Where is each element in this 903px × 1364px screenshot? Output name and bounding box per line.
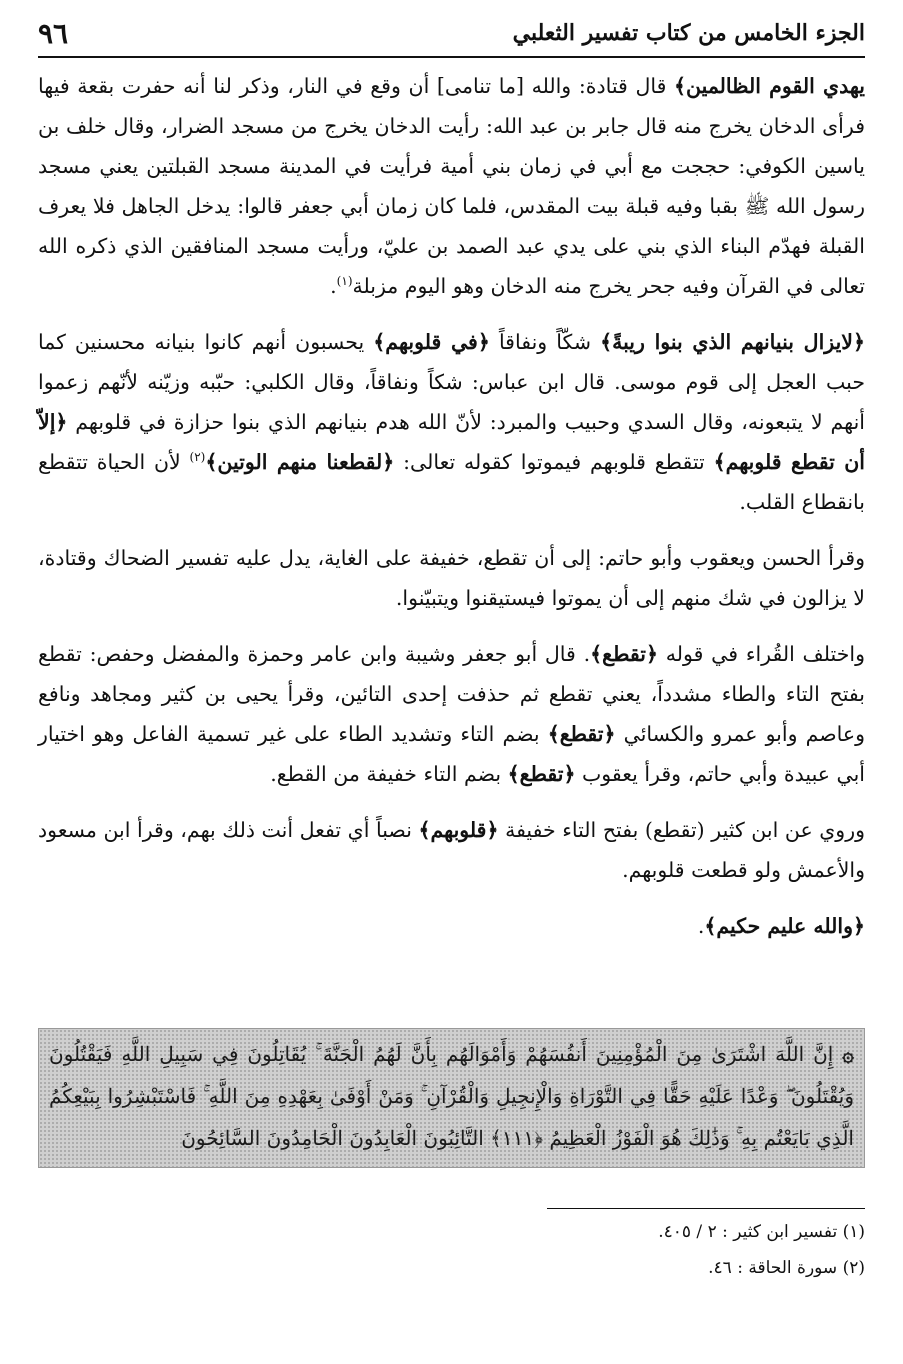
paragraph-text: واختلف القُراء في قوله	[657, 642, 866, 666]
paragraph-text: شكّاً ونفاقاً	[489, 330, 601, 354]
paragraph-text: لأن الحياة تتقطع بانقطاع القلب.	[38, 450, 865, 514]
footnote-divider	[547, 1208, 865, 1209]
paragraph-text: . قال أبو جعفر وشيبة وابن عامر وحمزة والمفضل وحفص: تقطع بفتح التاء والطاء مشدداً، يعني تقطع ثم حذفت إحدى التائين، وقرأ يحيى بن كثير ومجاهد ونافع وعاصم وأبو عمرو والكسائي	[38, 642, 865, 746]
paragraph-1	[38, 66, 865, 306]
paragraph-text: وقرأ الحسن ويعقوب وأبو حاتم: إلى أن تقطع، خفيفة على الغاية، يدل عليه تفسير الضحاك وقتادة، لا يزالون في شك منهم إلى أن يموتوا فيستيقنوا ويتبيّنوا.	[38, 546, 865, 610]
quran-quote: ﴿لايزال بنيانهم الذي بنوا ريبةً﴾	[600, 330, 865, 354]
paragraph-text: قال قتادة: والله [ما تنامى] أن وقع في النار، وذكر لنا أنه حفرت بقعة فيها فرأى الدخان يخرج منه قال جابر بن عبد الله: رأيت الدخان يخرج من مسجد الضرار، وقال خلف بن ياسين الكوفي: حججت مع أبي في زمان بني أمية فرأيت في المدينة مسجد القبلتين يعني مسجد رسول الله ﷺ بقبا وفيه قبلة بيت المقدس، فلما كان زمان أبي جعفر قالوا: يدخل الجاهل فلا يعرف القبلة فهدّم البناء الذي بني على يدي عبد الصمد بن عليّ، ورأيت مسجد المنافقين الذي ذكره الله تعالى في القرآن وفيه جحر يخرج منه الدخان وهو اليوم مزبلة	[38, 74, 865, 298]
paragraph-text: .	[330, 274, 337, 298]
paragraph-5	[38, 810, 865, 890]
quran-quote: ﴿إلاّ أن تقطع قلوبهم﴾	[38, 410, 865, 474]
running-title: الجزء الخامس من كتاب تفسير الثعلبي	[512, 20, 865, 46]
paragraph-4	[38, 634, 865, 794]
paragraph-6	[38, 906, 865, 946]
paragraph-3	[38, 538, 865, 618]
quran-quote: ﴿تقطع﴾	[507, 762, 576, 786]
paragraph-text: .	[697, 914, 705, 938]
hizb-mark-icon: ۞	[842, 1042, 854, 1066]
main-text	[38, 66, 865, 962]
quran-quote: ﴿تقطع﴾	[547, 722, 616, 746]
quran-quote: ﴿والله عليم حكيم﴾	[704, 914, 865, 938]
page-number: ٩٦	[38, 16, 69, 50]
quran-quote: يهدي القوم الظالمين﴾	[674, 74, 865, 98]
paragraph-text: بضم التاء خفيفة من القطع.	[270, 762, 508, 786]
quran-quote: ﴿تقطع﴾	[590, 642, 658, 666]
quran-quote: ﴿قلوبهم﴾	[418, 818, 499, 842]
paragraph-text: يحسبون أنهم كانوا بنيانه محسنين كما حبب العجل إلى قوم موسى. قال ابن عباس: شكاً ونفاقاً، وقال الكلبي: حبّبه وزيّنه لأنّهم زعموا أنهم لا يتبعونه، وقال السدي وحبيب والمبرد: لأنّ الله هدم بنيانهم الذي بنوا حزازة في قلوبهم	[38, 330, 865, 434]
paragraph-text: بضم التاء وتشديد الطاء على غير تسمية الفاعل وهو اختيار أبي عبيدة وأبي حاتم، وقرأ يعقوب	[38, 722, 865, 786]
paragraph-2	[38, 322, 865, 522]
footnote-ref: (٢)	[189, 450, 206, 465]
quran-quote: ﴿في قلوبهم﴾	[373, 330, 490, 354]
paragraph-text: تتقطع قلوبهم فيموتوا كقوله تعالى:	[394, 450, 714, 474]
footnote-2: (٢) سورة الحاقة : ٤٦.	[708, 1258, 865, 1278]
footnote-1: (١) تفسير ابن كثير : ٢ / ٤٠٥.	[658, 1222, 865, 1242]
paragraph-text: وروي عن ابن كثير (تقطع) بفتح التاء خفيفة	[498, 818, 866, 842]
page-header	[38, 10, 865, 58]
footnote-ref: (١)	[336, 274, 353, 289]
quran-verse-box	[38, 1028, 865, 1168]
paragraph-text: نصباً أي تفعل أنت ذلك بهم، وقرأ ابن مسعود والأعمش ولو قطعت قلوبهم.	[38, 818, 865, 882]
footnotes	[38, 1214, 865, 1286]
quran-quote: ﴿لقطعنا منهم الوتين﴾	[205, 450, 395, 474]
verse-text: إِنَّ اللَّهَ اشْتَرَىٰ مِنَ الْمُؤْمِنِينَ أَنفُسَهُمْ وَأَمْوَالَهُم بِأَنَّ لَهُمُ الْجَنَّةَ ۚ يُقَاتِلُونَ فِي سَبِيلِ اللَّهِ فَيَقْتُلُونَ وَيُقْتَلُونَ ۖ وَعْدًا عَلَيْهِ حَقًّا فِي التَّوْرَاةِ وَالْإِنجِيلِ وَالْقُرْآنِ ۚ وَمَنْ أَوْفَىٰ بِعَهْدِهِ مِنَ اللَّهِ ۚ فَاسْتَبْشِرُوا بِبَيْعِكُمُ الَّذِي بَايَعْتُم بِهِ ۚ وَذَٰلِكَ هُوَ الْفَوْزُ الْعَظِيمُ ﴿١١١﴾ التَّائِبُونَ الْعَابِدُونَ الْحَامِدُونَ السَّائِحُونَ	[49, 1042, 854, 1150]
